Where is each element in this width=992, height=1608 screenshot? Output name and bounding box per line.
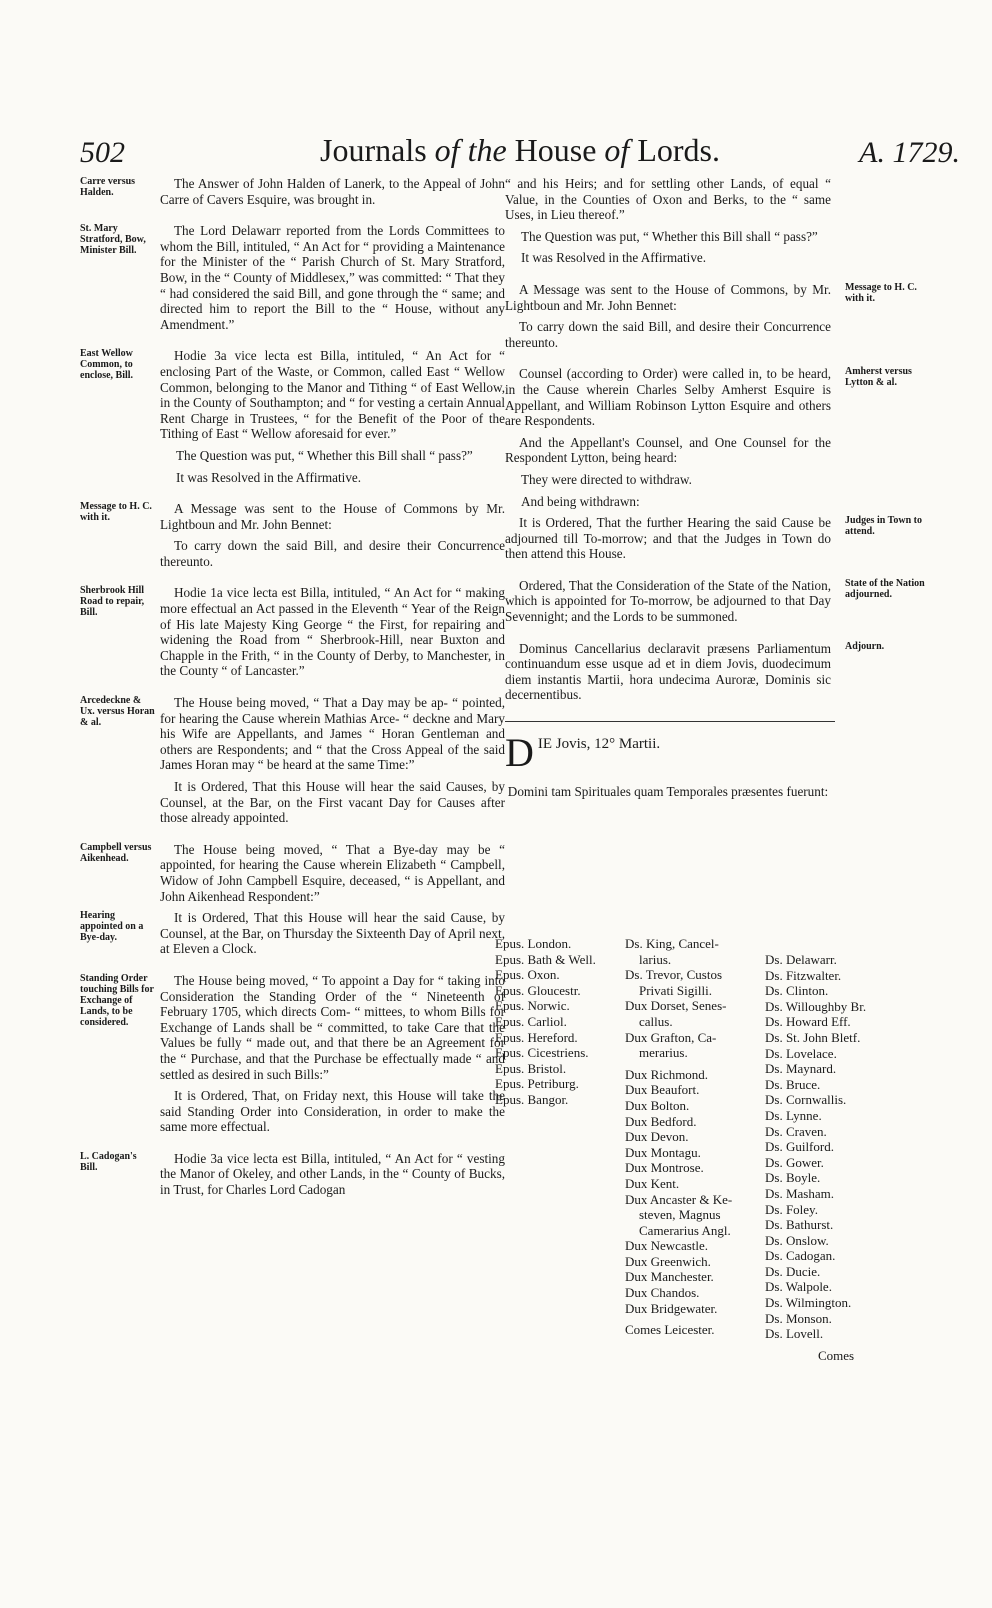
margin-note: Sherbrook Hill Road to repair, Bill.	[80, 585, 145, 619]
resolution: It was Resolved in the Affirmative.	[521, 250, 707, 266]
paragraph: It is Ordered, That this House will hear the said Cause, by Counsel, at the Bar, on Thursday the Sixteenth Day of April next, at Eleven a Clock.	[160, 910, 505, 957]
barons-list	[765, 952, 885, 1342]
peer-name: Privati Sigilli.	[639, 982, 712, 998]
peer-name: Dux Ancaster & Ke-	[625, 1191, 733, 1207]
peer-name: Dux Chandos.	[625, 1285, 700, 1301]
peer-name: Dux Greenwich.	[625, 1253, 711, 1269]
peer-name: Ds. Howard Eff.	[765, 1014, 851, 1030]
peer-name: Ds. Boyle.	[765, 1170, 821, 1186]
peer-name: Dux Bedford.	[625, 1113, 697, 1129]
peer-name: Epus. Petriburg.	[495, 1076, 579, 1092]
peer-name: Camerarius Angl.	[639, 1222, 731, 1238]
peer-name: Dux Montrose.	[625, 1160, 704, 1176]
margin-note: Campbell versus Aikenhead.	[80, 841, 152, 864]
peer-name: Epus. Cicestriens.	[495, 1045, 589, 1061]
entry	[80, 695, 505, 826]
peer-name: callus.	[639, 1013, 673, 1029]
paragraph: A Message was sent to the House of Commons by Mr. Lightboun and Mr. John Bennet:	[160, 501, 505, 532]
peer-name: merarius.	[639, 1045, 688, 1061]
paragraph: Hodie 1a vice lecta est Billa, intituled, “ An Act for “ making more effectual an Act passed in the Eleventh “ Year of the Reign of His late Majesty King George “ the First, for repairing and widening the Road from “ Sherbrook-Hill, near Buxton and Chapple in the Frith, “ in the County of Derby, to Manchester, in the County “ of Lancaster.”	[160, 585, 505, 679]
peer-name: Dux Montagu.	[625, 1144, 701, 1160]
peer-name: Epus. Gloucestr.	[495, 982, 581, 998]
peer-name: Ds. King, Cancel-	[625, 936, 719, 951]
peer-name: Dux Beaufort.	[625, 1082, 700, 1098]
margin-note: St. Mary Stratford, Bow, Minister Bill.	[80, 223, 146, 257]
peer-name: Ds. Lovell.	[765, 1326, 824, 1342]
margin-note: East Wellow Common, to enclose, Bill.	[80, 348, 134, 382]
paragraph: It is Ordered, That this House will hear the said Causes, by Counsel, at the Bar, on the First vacant Day for Causes after those already appointed.	[160, 779, 505, 826]
peer-name: Epus. Carliol.	[495, 1013, 567, 1029]
margin-note: Judges in Town to attend.	[845, 515, 922, 538]
question: The Question was put, “ Whether this Bill shall “ pass?”	[521, 228, 818, 244]
entry	[80, 841, 505, 904]
paragraph: And being withdrawn:	[521, 493, 640, 509]
year: A. 1729.	[859, 136, 960, 169]
page-header	[80, 132, 960, 172]
paragraph: The House being moved, “ That a Bye-day may be “ appointed, for hearing the Cause wherein Elizabeth “ Campbell, Widow of John Campbell Esquire, deceased, “ is Appellant, and John Aikenhead Respondent:”	[160, 841, 505, 904]
peer-name: larius.	[639, 951, 672, 967]
peer-name: Dux Bridgewater.	[625, 1300, 718, 1316]
margin-note: Arcedeckne & Ux. versus Horan & al.	[80, 695, 155, 729]
section-rule	[505, 721, 835, 722]
peer-name: Ds. Delawarr.	[765, 952, 837, 967]
peer-name: Ds. Bathurst.	[765, 1217, 834, 1233]
peer-name: Epus. Bath & Well.	[495, 951, 596, 967]
peer-name: Dux Newcastle.	[625, 1238, 709, 1254]
margin-note: Standing Order touching Bills for Exchange of Lands, to be considered.	[80, 972, 154, 1028]
peer-name: Ds. Trevor, Custos	[625, 967, 723, 983]
entry	[505, 366, 912, 509]
peer-name: Epus. Bristol.	[495, 1060, 567, 1076]
peer-name: Dux Dorset, Senes-	[625, 998, 727, 1014]
drop-cap: D	[505, 730, 534, 776]
margin-note: Message to H. C. with it.	[80, 501, 152, 524]
paragraph: To carry down the said Bill, and desire their Concurrence thereunto.	[505, 319, 831, 350]
entry	[505, 281, 917, 350]
margin-note: Hearing appointed on a Bye-day.	[80, 910, 144, 944]
present-heading: Domini tam Spirituales quam Temporales præsentes fuerunt:	[507, 784, 829, 800]
peer-name: Ds. Lovelace.	[765, 1045, 837, 1061]
margin-note: State of the Nation adjourned.	[845, 577, 925, 600]
peer-name: Ds. Onslow.	[765, 1232, 829, 1248]
peer-name: Ds. Foley.	[765, 1201, 818, 1217]
peer-name: Ds. St. John Bletf.	[765, 1029, 861, 1045]
peer-name: Epus. Norwic.	[495, 998, 570, 1014]
peer-name: Comes Leicester.	[625, 1322, 715, 1338]
paragraph: Ordered, That the Consideration of the State of the Nation, which is appointed for To-morrow, be adjourned to that Day Sevennight; and the Lords to be summoned.	[505, 577, 831, 625]
entry	[80, 585, 505, 679]
peer-name: Ds. Gower.	[765, 1154, 824, 1170]
officers-dukes-list	[625, 936, 765, 1338]
entry	[505, 515, 922, 562]
margin-note: Carre versus Halden.	[80, 176, 136, 198]
peer-name: Epus. Hereford.	[495, 1029, 578, 1045]
peer-name: Ds. Guilford.	[765, 1139, 834, 1155]
peer-name: Ds. Clinton.	[765, 983, 829, 999]
entry	[80, 348, 505, 485]
paragraph: The House being moved, “ To appoint a Day for “ taking into Consideration the Standing Order of the “ Nineteenth of February 1705, which directs Com- “ mittees, to whom Bills for Exchange of Lands shall be “ committed, to take Care that the Values be fully “ made out, and that there be an Agreement for the “ Purchase, and that the Purchase be effectually made “ and settled as desired in such Bills:”	[160, 972, 505, 1082]
margin-note: Message to H. C. with it.	[845, 281, 917, 304]
paragraph: A Message was sent to the House of Commons, by Mr. Lightboun and Mr. John Bennet:	[505, 281, 831, 313]
entry	[80, 1150, 505, 1198]
paragraph: Hodie 3a vice lecta est Billa, intituled, “ An Act for “ enclosing Part of the Waste, or Common, called East “ Wellow Common, belonging to the Manor and Tithing “ of East Wellow, in the County of Southampton; and “ for vesting a certain Annual Rent Charge in Trustees, “ for the Benefit of the Poor of the Tithing of East “ Wellow aforesaid for ever.”	[160, 348, 505, 442]
peer-name: Dux Bolton.	[625, 1097, 690, 1113]
day-heading: D IE Jovis, 12° Martii.	[505, 730, 661, 776]
paragraph: The Answer of John Halden of Lanerk, to the Appeal of John Carre of Cavers Esquire, was brought in.	[160, 176, 505, 207]
running-title: Journals of the House of Lords.	[320, 132, 720, 168]
peer-name: Ds. Cadogan.	[765, 1248, 836, 1264]
peer-name: Ds. Masham.	[765, 1185, 834, 1201]
entry	[80, 176, 505, 207]
peer-name: Ds. Fitzwalter.	[765, 967, 842, 983]
peer-name: Ds. Bruce.	[765, 1076, 821, 1092]
peer-name: Ds. Monson.	[765, 1310, 832, 1326]
paragraph: “ and his Heirs; and for settling other Lands, of equal “ Value, in the Counties of Oxon and Berks, to the “ same Uses, in Lieu thereof.”	[505, 176, 831, 223]
margin-note: Adjourn.	[845, 640, 885, 652]
paragraph: They were directed to withdraw.	[521, 471, 692, 487]
peer-name: Ds. Ducie.	[765, 1263, 821, 1279]
peer-name: Ds. Willoughby Br.	[765, 998, 867, 1014]
peer-name: Dux Devon.	[625, 1129, 689, 1145]
paragraph: Dominus Cancellarius declaravit præsens Parliamentum continuandum esse usque ad et in diem Jovis, duodecimum diem instantis Martii, hora undecima Auroræ, Dominis sic decernentibus.	[505, 640, 831, 703]
peer-name: Dux Manchester.	[625, 1269, 714, 1285]
peer-name: Ds. Cornwallis.	[765, 1092, 847, 1108]
peer-name: Epus. Oxon.	[495, 967, 560, 983]
entry	[505, 577, 925, 625]
peer-name: Ds. Walpole.	[765, 1279, 832, 1295]
catchword: Comes	[818, 1348, 855, 1363]
entry	[80, 910, 505, 957]
entry	[505, 640, 885, 703]
paragraph: Hodie 3a vice lecta est Billa, intituled, “ An Act for “ vesting the Manor of Okeley, and other Lands, in the “ County of Bucks, in Trust, for Charles Lord Cadogan	[160, 1150, 505, 1198]
peer-name: Dux Grafton, Ca-	[625, 1029, 717, 1045]
peer-name: Dux Kent.	[625, 1175, 680, 1191]
peer-name: Epus. Bangor.	[495, 1091, 569, 1107]
entry	[80, 972, 505, 1135]
bishops-list	[495, 936, 625, 1108]
question: The Question was put, “ Whether this Bill shall “ pass?”	[176, 447, 473, 463]
paragraph: To carry down the said Bill, and desire their Concurrence thereunto.	[160, 538, 505, 569]
paragraph: It is Ordered, That, on Friday next, this House will take the said Standing Order into Consideration, in order to make the same more effectual.	[160, 1088, 505, 1135]
margin-note: Amherst versus Lytton & al.	[845, 366, 912, 389]
paragraph: Counsel (according to Order) were called in, to be heard, in the Cause wherein Charles Selby Amherst Esquire is Appellant, and William Robinson Lytton Esquire and others are Respondents.	[505, 366, 831, 429]
peer-name: steven, Magnus	[639, 1207, 721, 1223]
entry	[505, 176, 831, 266]
left-column	[80, 176, 505, 1204]
paragraph: The House being moved, “ That a Day may be ap- “ pointed, for hearing the Cause wherein Mathias Arce- “ deckne and Mary his Wife are Appellants, and James “ Horan Gentleman and others are Respondents; and “ that the Cross Appeal of the said James Horan may “ be heard at the same Time:”	[160, 695, 505, 773]
resolution: It was Resolved in the Affirmative.	[176, 469, 362, 485]
peer-name: Ds. Lynne.	[765, 1107, 822, 1123]
right-column	[505, 176, 925, 806]
margin-note: L. Cadogan's Bill.	[80, 1150, 137, 1173]
paragraph: It is Ordered, That the further Hearing the said Cause be adjourned till To-morrow; and that the Judges in Town do then attend this House.	[505, 515, 831, 562]
paragraph: And the Appellant's Counsel, and One Counsel for the Respondent Lytton, being heard:	[505, 434, 831, 466]
page-number: 502	[80, 136, 125, 169]
peer-name: Epus. London.	[495, 936, 572, 951]
peer-name: Dux Richmond.	[625, 1066, 709, 1082]
peer-name: Ds. Craven.	[765, 1123, 827, 1139]
peer-name: Ds. Wilmington.	[765, 1295, 852, 1311]
entry	[80, 223, 505, 332]
paragraph: The Lord Delawarr reported from the Lords Committees to whom the Bill, intituled, “ An Act for “ providing a Maintenance for the Minister of the “ Parish Church of St. Mary Stratford, Bow, in the “ County of Middlesex,” was committed: “ That they “ had considered the said Bill, and gone through the “ same; and directed him to report the Bill to the “ House, without any Amendment.”	[160, 223, 505, 332]
peer-name: Ds. Maynard.	[765, 1061, 837, 1077]
entry	[80, 501, 505, 569]
